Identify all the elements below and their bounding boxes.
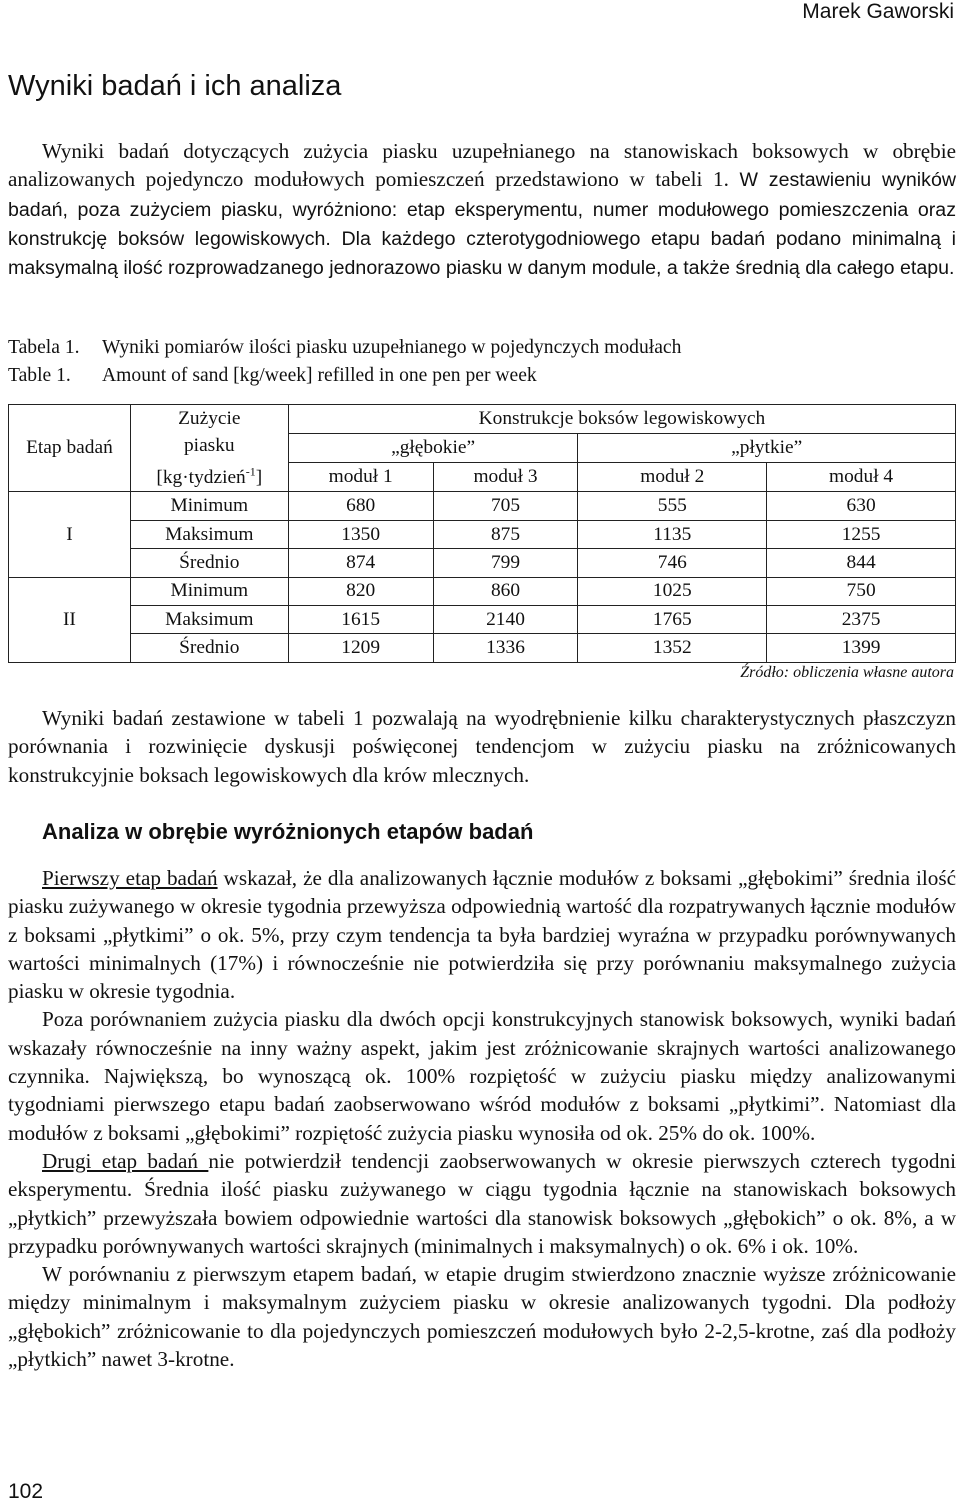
table-row bbox=[9, 549, 956, 577]
row-label: Średnio bbox=[130, 549, 288, 577]
analysis-paragraph-2: Poza porównaniem zużycia piasku dla dwóch opcji konstrukcyjnych stanowisk boksowych, wyniki badań wskazały równocześnie na inny ważny aspekt, jakim jest zróżnicowanie skrajnych wartości analizowanego czynnika. Największą, bo wynoszącą ok. 100% rozpiętość w zużyciu piasku między analizowanymi tygodniami pierwszego etapu badań zaobserwowano wśród modułów z boksami „płytkimi”. Natomiast dla modułów z boksami „głębokimi” rozpiętość zużycia piasku wynosiła od ok. 25% do ok. 100%. bbox=[8, 1007, 956, 1145]
header-shallow: „płytkie” bbox=[578, 434, 956, 463]
analysis-paragraph-1: Pierwszy etap badań wskazał, że dla analizowanych łącznie modułów z boksami „głębokimi” średnia ilość piasku zużywanego w okresie tygodnia przewyższa odpowiednią wartość dla rozpatrywanych łącznie modułów z boksami „płytkimi” o ok. 5%, przy czym tendencja ta była bardziej wyraźna w przypadku porównywanych wartości minimalnych (17%) i równocześnie nie potwierdziła się przy porównaniu maksymalnego zużycia piasku w okresie tygodnia. bbox=[8, 866, 956, 1004]
table-row bbox=[9, 577, 956, 605]
header-stage: Etap badań bbox=[9, 405, 131, 492]
subsection-title: Analiza w obrębie wyróżnionych etapów badań bbox=[42, 819, 534, 844]
value-cell: 1135 bbox=[578, 520, 767, 548]
stage-one-lead: Pierwszy etap badań bbox=[42, 866, 218, 890]
row-label: Maksimum bbox=[130, 520, 288, 548]
row-label: Maksimum bbox=[130, 606, 288, 634]
value-cell: 1399 bbox=[767, 634, 956, 662]
header-constructions: Konstrukcje boksów legowiskowych bbox=[288, 405, 955, 434]
paragraph-after-table: Wyniki badań zestawione w tabeli 1 pozwalają na wyodrębnienie kilku charakterystycznych płaszczyzn porównania i rozwinięcie dyskusji poświęconej tendencjom w zużyciu piasku na zróżnicowanych konstrukcyjnie boksach legowiskowych dla krów mlecznych. bbox=[8, 706, 956, 787]
table-row bbox=[9, 634, 956, 662]
row-label: Średnio bbox=[130, 634, 288, 662]
analysis-text bbox=[8, 864, 956, 1373]
value-cell: 1765 bbox=[578, 606, 767, 634]
header-deep: „głębokie” bbox=[288, 434, 578, 463]
value-cell: 555 bbox=[578, 492, 767, 520]
header-usage-line2: piasku bbox=[183, 435, 235, 456]
value-cell: 705 bbox=[433, 492, 578, 520]
page-number: 102 bbox=[8, 1480, 44, 1503]
stage-two-lead: Drugi etap badań bbox=[42, 1148, 209, 1173]
value-cell: 844 bbox=[767, 549, 956, 577]
sand-usage-table bbox=[8, 404, 956, 663]
stage-cell: I bbox=[9, 492, 131, 577]
header-usage-unit: [kg·tydzień$^{-1}$] bbox=[156, 465, 263, 489]
table-caption-en-label: Table 1. bbox=[8, 365, 71, 386]
table-caption-pl-text: Wyniki pomiarów ilości piasku uzupełnianego w pojedynczych modułach bbox=[102, 337, 682, 358]
header-module: moduł 2 bbox=[578, 463, 767, 492]
value-cell: 874 bbox=[288, 549, 433, 577]
running-header-author: Marek Gaworski bbox=[802, 0, 954, 23]
value-cell: 875 bbox=[433, 520, 578, 548]
table-source-note: Źródło: obliczenia własne autora bbox=[740, 664, 954, 681]
intro-paragraph bbox=[8, 137, 956, 282]
value-cell: 860 bbox=[433, 577, 578, 605]
row-label: Minimum bbox=[130, 577, 288, 605]
analysis-paragraph-3: Drugi etap badań nie potwierdził tendencji zaobserwowanych w okresie pierwszych czterech tygodni eksperymentu. Średnia ilość piasku zużywanego w ciągu tygodnia łącznie na stanowiskach boksowych „płytkich” przewyższała bowiem odpowiednie wartości dla stanowisk boksowych „głębokich” o ok. 8%, a w przypadku porównywanych wartości skrajnych (minimalnych i maksymalnych) o ok. 6% i ok. 10%. bbox=[8, 1148, 956, 1258]
value-cell: 799 bbox=[433, 549, 578, 577]
header-module: moduł 3 bbox=[433, 463, 578, 492]
header-usage bbox=[130, 405, 288, 492]
value-cell: 680 bbox=[288, 492, 433, 520]
table-caption-pl bbox=[8, 337, 681, 359]
value-cell: 1025 bbox=[578, 577, 767, 605]
value-cell: 2375 bbox=[767, 606, 956, 634]
value-cell: 1336 bbox=[433, 634, 578, 662]
value-cell: 1350 bbox=[288, 520, 433, 548]
value-cell: 1209 bbox=[288, 634, 433, 662]
analysis-paragraph-4: W porównaniu z pierwszym etapem badań, w etapie drugim stwierdzono znacznie wyższe zróżnicowanie między minimalnym i maksymalnym zużyciem piasku w okresie analizowanych tygodni. Dla podłoży „głębokich” zróżnicowanie to dla pojedynczych pomieszczeń modułowych było 2-2,5-krotne, zaś dla podłoży „płytkich” nawet 3-krotne. bbox=[8, 1262, 956, 1372]
table-row bbox=[9, 492, 956, 520]
table-caption-pl-label: Tabela 1. bbox=[8, 337, 80, 358]
header-usage-line1: Zużycie bbox=[178, 408, 241, 429]
table-caption-en bbox=[8, 365, 537, 387]
header-module: moduł 1 bbox=[288, 463, 433, 492]
table-row bbox=[9, 606, 956, 634]
value-cell: 2140 bbox=[433, 606, 578, 634]
value-cell: 1615 bbox=[288, 606, 433, 634]
value-cell: 630 bbox=[767, 492, 956, 520]
value-cell: 1255 bbox=[767, 520, 956, 548]
section-title: Wyniki badań i ich analiza bbox=[8, 70, 342, 102]
row-label: Minimum bbox=[130, 492, 288, 520]
value-cell: 746 bbox=[578, 549, 767, 577]
header-module: moduł 4 bbox=[767, 463, 956, 492]
value-cell: 1352 bbox=[578, 634, 767, 662]
value-cell: 750 bbox=[767, 577, 956, 605]
stage-cell: II bbox=[9, 577, 131, 662]
intro-sans-text: W zestawieniu wyników badań, poza zużyciem piasku, wyróżniono: etap eksperymentu, numer modułowego pomieszczenia oraz konstrukcję boksów legowiskowych. Dla każdego czterotygodniowego etapu badań podano minimalną i maksymalną ilość rozprowadzanego jednorazowo piasku w danym module, a także średnią dla całego etapu. bbox=[8, 169, 956, 280]
intro-serif-text: Wyniki badań dotyczących zużycia piasku uzupełnianego na stanowiskach boksowych w obrębie analizowanych pojedynczo modułowych pomieszczeń przedstawiono w tabeli 1. bbox=[8, 139, 956, 192]
table-row bbox=[9, 520, 956, 548]
value-cell: 820 bbox=[288, 577, 433, 605]
table-caption-en-text: Amount of sand [kg/week] refilled in one pen per week bbox=[102, 365, 537, 386]
